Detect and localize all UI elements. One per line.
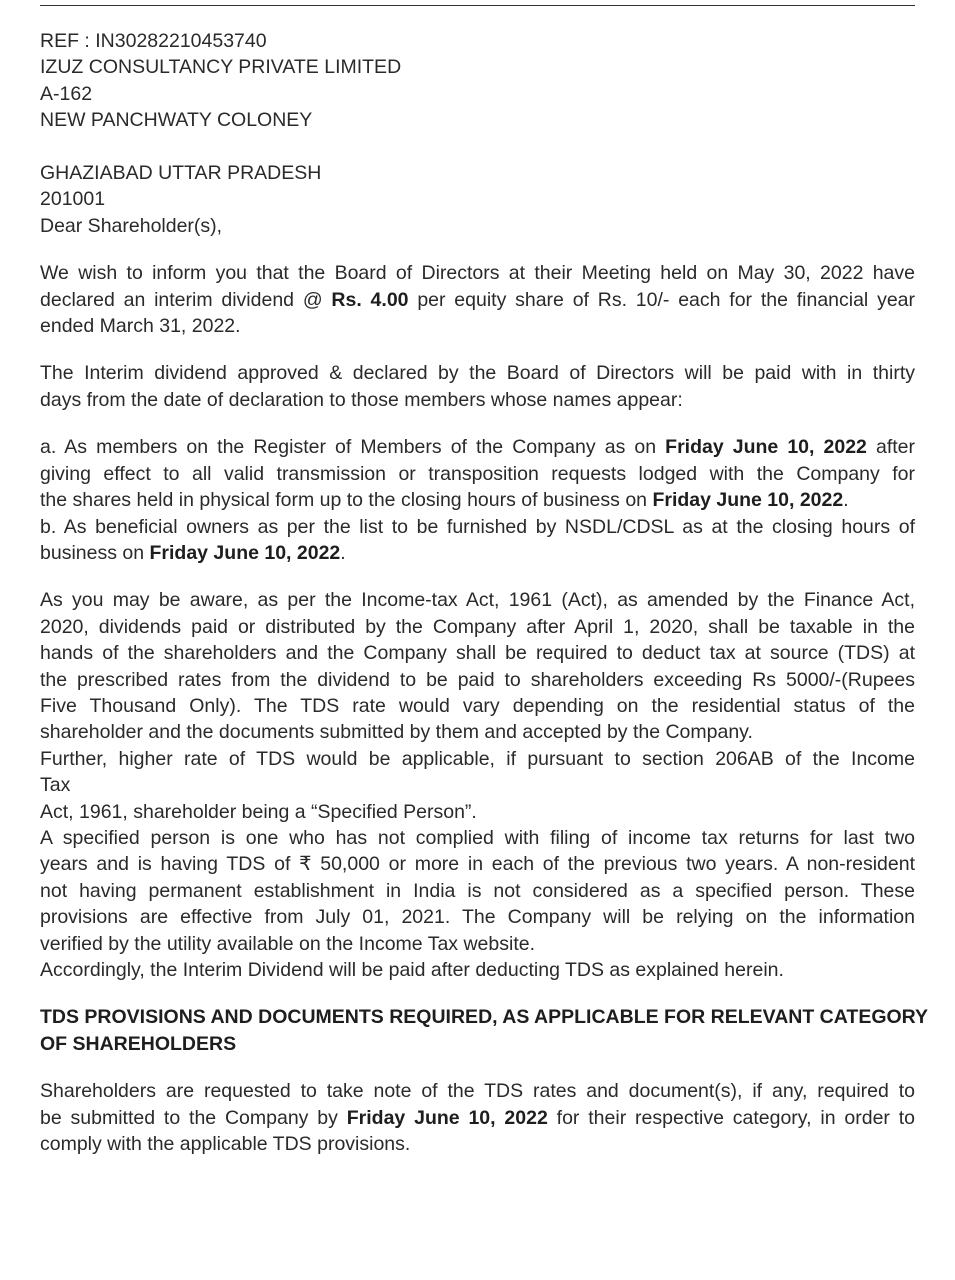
record-date: Friday June 10, 2022 — [665, 436, 867, 459]
address-blank-line — [40, 134, 915, 160]
submission-date: Friday June 10, 2022 — [346, 1106, 548, 1129]
address-block — [40, 28, 915, 239]
paragraph-shareholder-request: Shareholders are requested to take note of the TDS rates and document(s), if any, required to be submitted to the Company by Friday June 10, 2022 for their respective category, in order to comply with the applicable TDS provisions. — [40, 1080, 916, 1156]
paragraph-payment-timing: The Interim dividend approved & declared by the Board of Directors will be paid with in thirty days from the date of declaration to those members whose names appear: — [40, 362, 915, 411]
paragraph-eligibility: a. As members on the Register of Members of the Company as on Friday June 10, 2022 after giving effect to all valid transmission or transposition requests lodged with the Company for the shares held in physical form up to the closing hours of business on Friday June 10, 2022. b. As beneficial owners as per the list to be furnished by NSDL/CDSL as at the closing hours of business on Friday June 10, 2022. — [40, 436, 916, 564]
top-divider — [40, 5, 915, 6]
paragraph-dividend-declaration: We wish to inform you that the Board of Directors at their Meeting held on May 30, 2022 have declared an interim dividend @ Rs. 4.00 per equity share of Rs. 10/- each for the financial year ended March 31, 2022. — [40, 262, 915, 338]
company-name: IZUZ CONSULTANCY PRIVATE LIMITED — [40, 56, 402, 79]
record-date: Friday June 10, 2022 — [149, 541, 341, 564]
record-date: Friday June 10, 2022 — [652, 489, 844, 512]
letter-body — [40, 28, 929, 1157]
address-city-state: GHAZIABAD UTTAR PRADESH — [40, 162, 322, 185]
address-line-2: NEW PANCHWATY COLONEY — [40, 109, 313, 132]
dividend-amount: Rs. 4.00 — [331, 288, 409, 311]
address-pincode: 201001 — [40, 188, 106, 211]
ref-number: REF : IN30282210453740 — [40, 30, 267, 52]
address-line-1: A-162 — [40, 82, 93, 105]
salutation: Dear Shareholder(s), — [40, 214, 223, 237]
section-heading: TDS PROVISIONS AND DOCUMENTS REQUIRED, AS APPLICABLE FOR RELEVANT CATEGORY OF SHAREHOLDERS — [40, 1006, 929, 1055]
paragraph-tds-explanation: As you may be aware, as per the Income-tax Act, 1961 (Act), as amended by the Finance Act, 2020, dividends paid or distributed by the Company after April 1, 2020, shall be taxable in the hands of the shareholders and the Company shall be required to deduct tax at source (TDS) at the prescribed rates from the dividend to be paid to shareholders exceeding Rs 5000/-(Rupees Five Thousand Only). The TDS rate would vary depending on the residential status of the shareholder and the documents submitted by them and accepted by the Company. Further, higher rate of TDS would be applicable, if pursuant to section 206AB of the Income Tax Act, 1961, shareholder being a “Specified Person”. A specified person is one who has not complied with filing of income tax returns for last two years and is having TDS of ₹ 50,000 or more in each of the previous two years. A non-resident not having permanent establishment in India is not considered as a specified person. These provisions are effective from July 01, 2021. The Company will be relying on the information verified by the utility available on the Income Tax website. Accordingly, the Interim Dividend will be paid after deducting TDS as explained herein. — [40, 589, 915, 981]
